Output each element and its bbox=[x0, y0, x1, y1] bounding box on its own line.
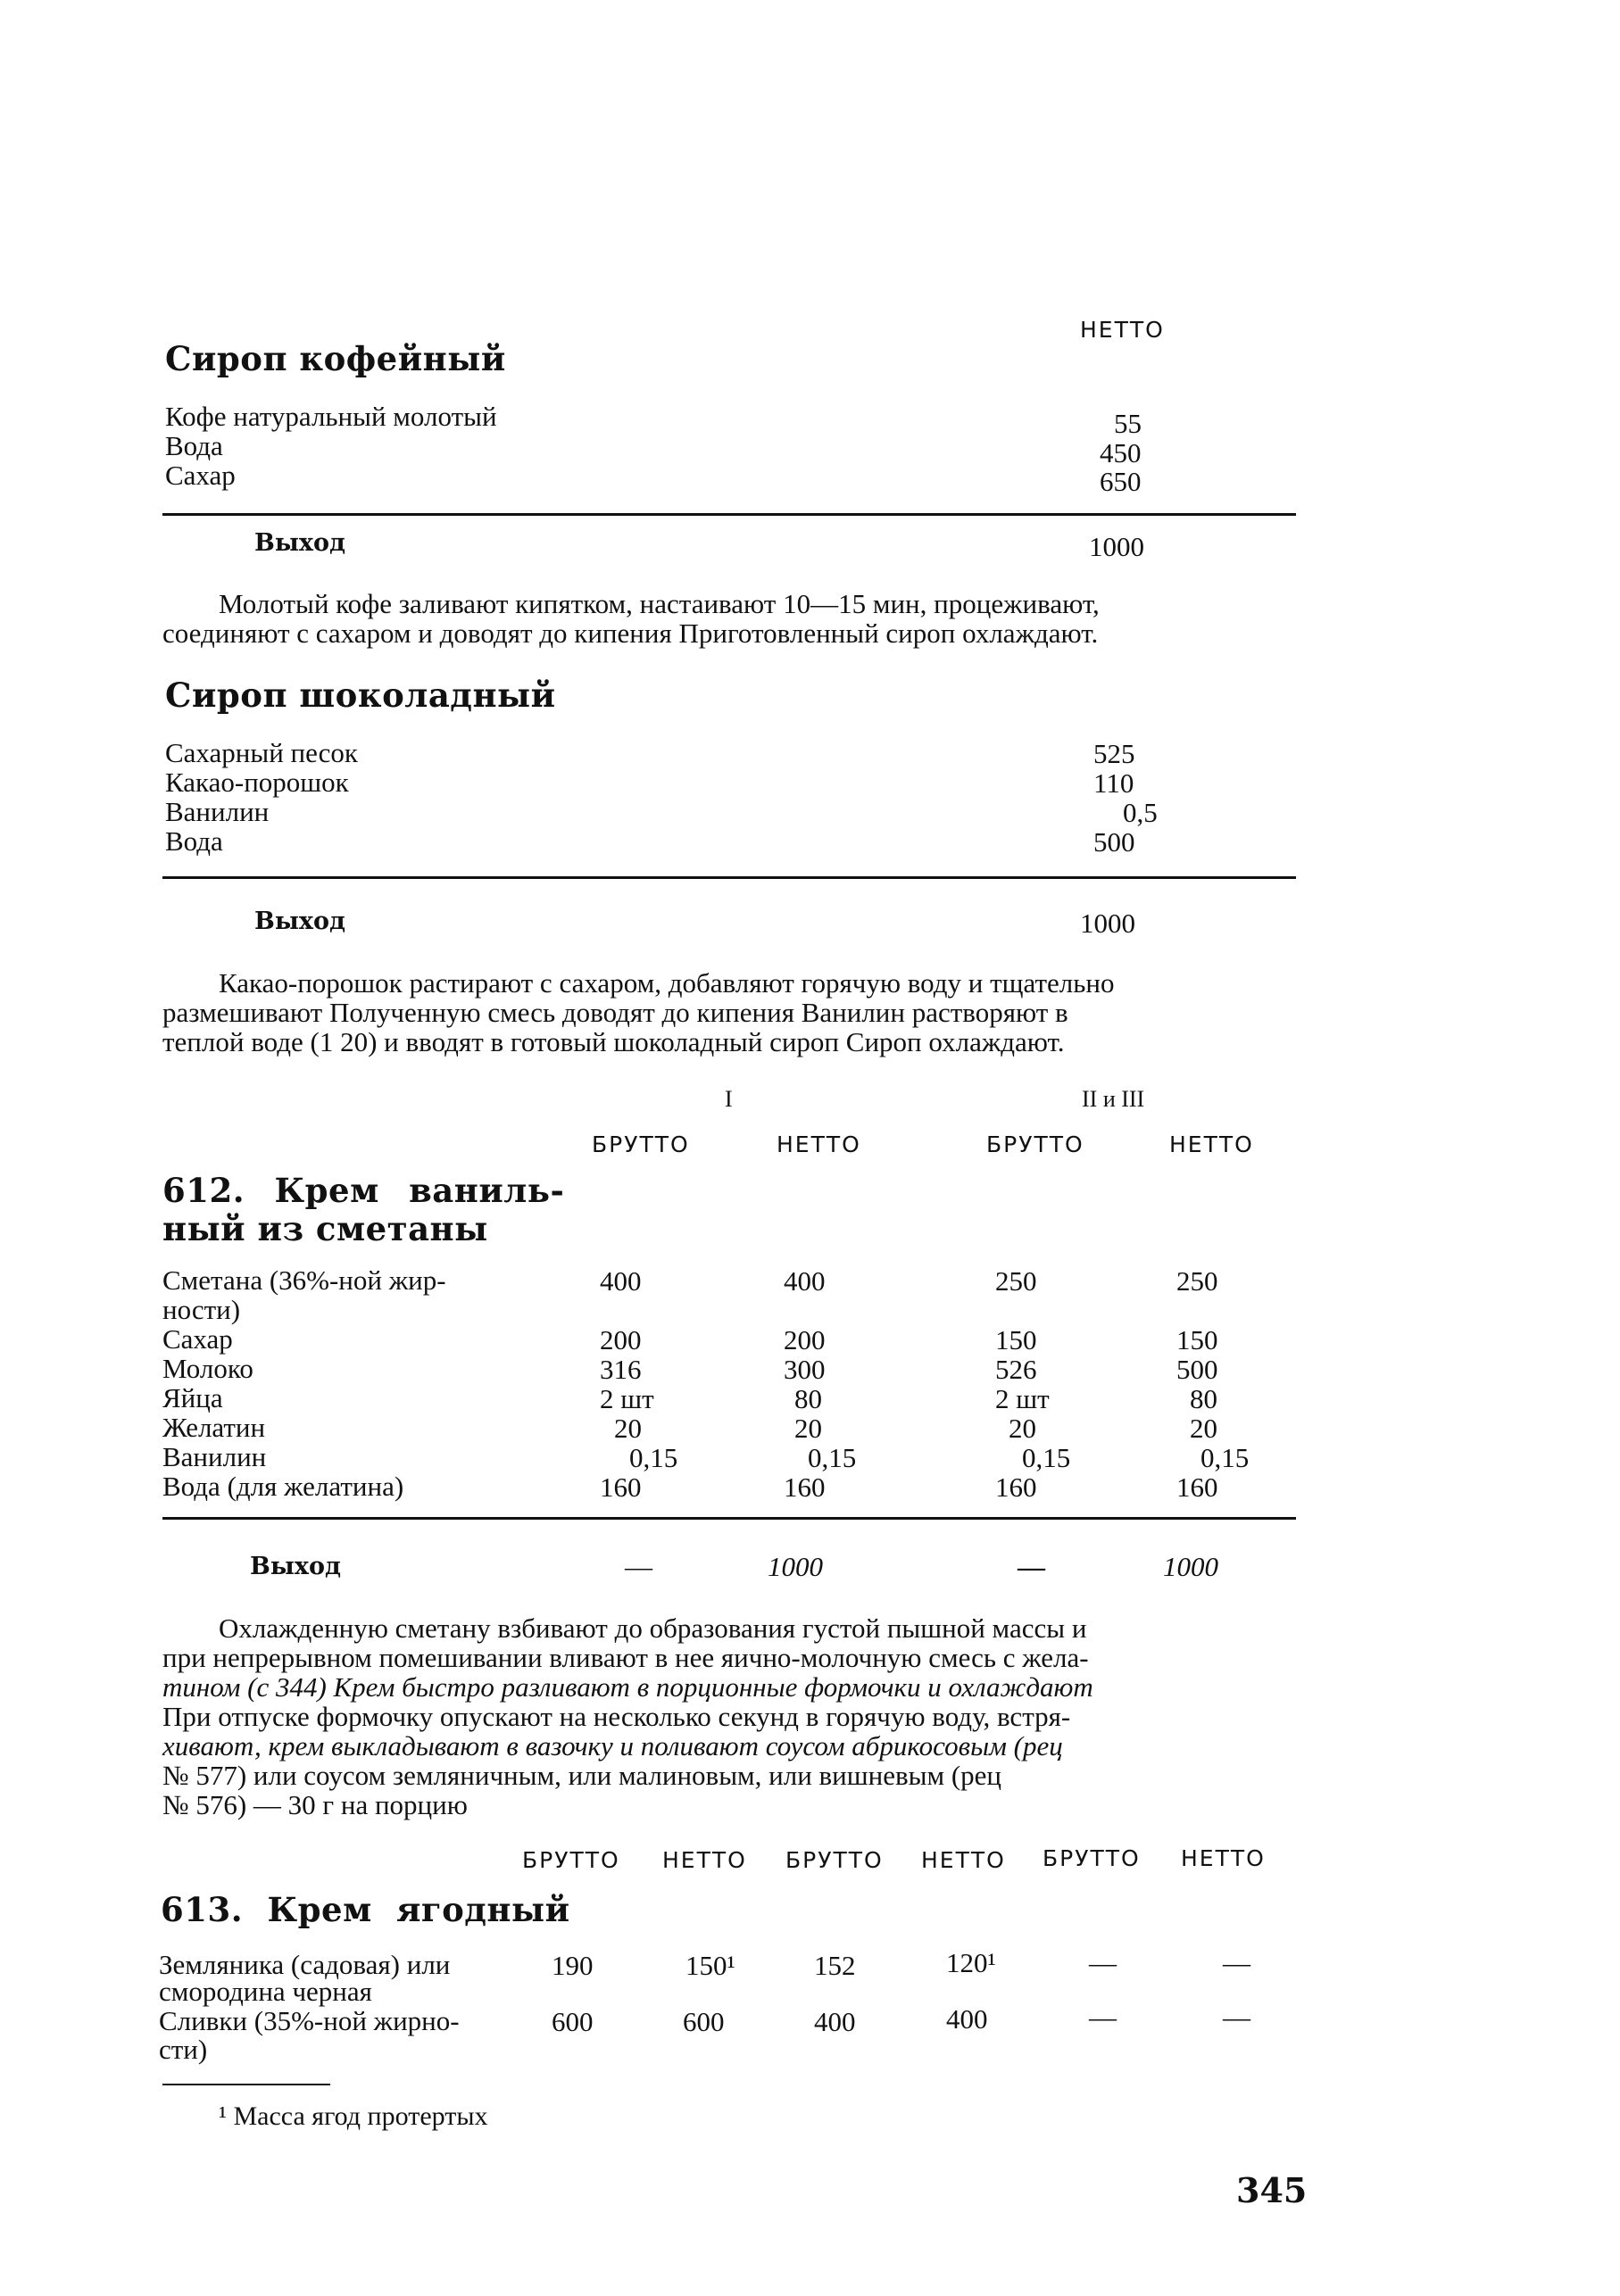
coffee-method-line-2: соединяют с сахаром и доводят до кипения Приготовленный сироп охлаждают. bbox=[162, 618, 1099, 649]
chocolate-ingredient-2: Какао-порошок bbox=[165, 767, 349, 798]
r612-method-line-3: тином (с 344) Крем быстро разливают в порционные формочки и охлаждают bbox=[162, 1671, 1093, 1703]
chocolate-method-line-2: размешивают Полученную смесь доводят до кипения Ванилин растворяют в bbox=[162, 997, 1068, 1028]
r612-row-4-name: Яйца bbox=[162, 1382, 223, 1413]
r613-row-2-v5: — bbox=[1089, 2002, 1117, 2033]
r612-row-3-b1: 316 bbox=[600, 1354, 642, 1385]
coffee-ingredient-1: Кофе натуральный молотый bbox=[165, 401, 497, 432]
r612-yield-b1: — bbox=[625, 1551, 652, 1582]
chocolate-netto-4: 500 bbox=[1093, 826, 1135, 858]
coffee-ingredient-2: Вода bbox=[165, 430, 223, 461]
r612-yield-n2: 1000 bbox=[1163, 1551, 1218, 1582]
chocolate-ingredient-3: Ванилин bbox=[165, 796, 270, 827]
r613-row-2-v6: — bbox=[1223, 2002, 1250, 2033]
r613-row-1-v5: — bbox=[1089, 1947, 1117, 1978]
r612-row-7-name: Вода (для желатина) bbox=[162, 1471, 404, 1502]
r612-row-7-b1: 160 bbox=[600, 1471, 642, 1503]
r613-row-1-v4: 120¹ bbox=[946, 1947, 996, 1978]
r612-yield-label: Выход bbox=[250, 1553, 341, 1580]
chocolate-method-line-1: Какао-порошок растирают с сахаром, добавляют горячую воду и тщательно bbox=[219, 967, 1115, 999]
r612-row-4-n2: 80 bbox=[1190, 1383, 1217, 1414]
r612-row-5-n1: 20 bbox=[794, 1413, 822, 1444]
footnote-rule bbox=[162, 2084, 330, 2085]
r613-row-1-v1: 190 bbox=[552, 1950, 594, 1981]
r613-row-1-v2: 150¹ bbox=[685, 1950, 735, 1981]
r612-method-line-4: При отпуске формочку опускают на несколько секунд в горячую воду, встря- bbox=[162, 1701, 1071, 1732]
r612-row-6-b1: 0,15 bbox=[629, 1442, 678, 1473]
r612-row-4-b1: 2 шт bbox=[600, 1383, 654, 1414]
chocolate-netto-3: 0,5 bbox=[1123, 797, 1158, 828]
r612-row-1-n1: 400 bbox=[784, 1265, 826, 1297]
chocolate-yield-label: Выход bbox=[254, 908, 345, 935]
r612-row-3-n2: 500 bbox=[1176, 1354, 1218, 1385]
r612-row-2-b2: 150 bbox=[995, 1324, 1037, 1355]
r612-row-1-b2: 250 bbox=[995, 1265, 1037, 1297]
r612-row-2-n1: 200 bbox=[784, 1324, 826, 1355]
chocolate-title: Сироп шоколадный bbox=[165, 676, 556, 715]
r612-row-6-b2: 0,15 bbox=[1022, 1442, 1071, 1473]
r612-title-line-2: ный из сметаны bbox=[162, 1209, 488, 1248]
coffee-netto-3: 650 bbox=[1100, 466, 1142, 497]
r612-col-brutto-1: БРУТТО bbox=[592, 1131, 690, 1157]
r613-title: 613. Крем ягодный bbox=[161, 1890, 570, 1929]
r613-col-1: БРУТТО bbox=[522, 1847, 620, 1873]
r613-col-5: БРУТТО bbox=[1043, 1845, 1141, 1871]
r612-row-6-n2: 0,15 bbox=[1200, 1442, 1250, 1473]
r613-row-1-v6: — bbox=[1223, 1947, 1250, 1978]
coffee-ingredient-3: Сахар bbox=[165, 460, 236, 491]
r613-row-2-v3: 400 bbox=[814, 2006, 856, 2037]
r612-row-7-n1: 160 bbox=[784, 1471, 826, 1503]
r612-row-7-n2: 160 bbox=[1176, 1471, 1218, 1503]
coffee-netto-1: 55 bbox=[1114, 408, 1142, 439]
r612-row-4-b2: 2 шт bbox=[995, 1383, 1050, 1414]
r613-row-1-v3: 152 bbox=[814, 1950, 856, 1981]
coffee-divider bbox=[162, 513, 1296, 516]
r612-yield-n1: 1000 bbox=[768, 1551, 823, 1582]
r613-row-2-name: Сливки (35%-ной жирно- bbox=[159, 2005, 460, 2036]
r612-row-3-n1: 300 bbox=[784, 1354, 826, 1385]
r612-group-2: II и III bbox=[1082, 1086, 1145, 1112]
r612-row-5-b2: 20 bbox=[1009, 1413, 1036, 1444]
r613-col-4: НЕТТО bbox=[921, 1847, 1006, 1873]
coffee-yield-label: Выход bbox=[254, 529, 345, 557]
r612-row-2-b1: 200 bbox=[600, 1324, 642, 1355]
r613-col-3: БРУТТО bbox=[785, 1847, 884, 1873]
r612-row-2-name: Сахар bbox=[162, 1323, 233, 1355]
chocolate-netto-1: 525 bbox=[1093, 738, 1135, 769]
r612-row-3-b2: 526 bbox=[995, 1354, 1037, 1385]
r612-row-1-b1: 400 bbox=[600, 1265, 642, 1297]
r612-method-line-5: хивают, крем выкладывают в вазочку и поливают соусом абрикосовым (рец bbox=[162, 1730, 1063, 1761]
r613-row-1-name: Земляника (садовая) или bbox=[159, 1949, 451, 1980]
r612-col-netto-2: НЕТТО bbox=[1169, 1131, 1254, 1157]
r613-row-1-name-cont: смородина черная bbox=[159, 1976, 372, 2007]
r612-divider bbox=[162, 1517, 1296, 1520]
chocolate-ingredient-4: Вода bbox=[165, 825, 223, 857]
chocolate-divider bbox=[162, 876, 1296, 879]
r613-col-6: НЕТТО bbox=[1181, 1845, 1266, 1871]
r612-method-line-6: № 577) или соусом земляничным, или малиновым, или вишневым (рец bbox=[162, 1760, 1001, 1791]
r612-group-1: I bbox=[725, 1086, 733, 1112]
r613-row-2-v4: 400 bbox=[946, 2003, 988, 2035]
chocolate-yield-value: 1000 bbox=[1080, 908, 1135, 939]
r612-row-7-b2: 160 bbox=[995, 1471, 1037, 1503]
r613-row-2-v2: 600 bbox=[683, 2006, 725, 2037]
footnote: ¹ Масса ягод протертых bbox=[219, 2101, 488, 2131]
r612-row-1-n2: 250 bbox=[1176, 1265, 1218, 1297]
coffee-method-line-1: Молотый кофе заливают кипятком, настаивают 10—15 мин, процеживают, bbox=[219, 588, 1100, 619]
r612-row-5-b1: 20 bbox=[614, 1413, 642, 1444]
r612-row-1-name-cont: ности) bbox=[162, 1294, 241, 1325]
coffee-netto-header: НЕТТО bbox=[1080, 317, 1165, 343]
r612-method-line-7: № 576) — 30 г на порцию bbox=[162, 1789, 468, 1820]
r612-row-6-n1: 0,15 bbox=[808, 1442, 857, 1473]
coffee-yield-value: 1000 bbox=[1089, 531, 1144, 562]
r612-row-1-name: Сметана (36%-ной жир- bbox=[162, 1264, 446, 1296]
page-number: 345 bbox=[1236, 2170, 1308, 2210]
coffee-netto-2: 450 bbox=[1100, 437, 1142, 468]
coffee-title: Сироп кофейный bbox=[165, 339, 506, 378]
r612-col-brutto-2: БРУТТО bbox=[986, 1131, 1084, 1157]
r612-row-5-n2: 20 bbox=[1190, 1413, 1217, 1444]
r612-row-5-name: Желатин bbox=[162, 1412, 266, 1443]
r612-row-2-n2: 150 bbox=[1176, 1324, 1218, 1355]
r612-row-3-name: Молоко bbox=[162, 1353, 253, 1384]
r612-method-line-2: при непрерывном помешивании вливают в нее яично-молочную смесь с жела- bbox=[162, 1642, 1089, 1673]
r612-title-line-1: 612. Крем ваниль- bbox=[162, 1171, 565, 1210]
r612-yield-b2: — bbox=[1018, 1551, 1045, 1582]
chocolate-ingredient-1: Сахарный песок bbox=[165, 737, 358, 768]
chocolate-method-line-3: теплой воде (1 20) и вводят в готовый шоколадный сироп Сироп охлаждают. bbox=[162, 1026, 1065, 1057]
r613-row-2-v1: 600 bbox=[552, 2006, 594, 2037]
r613-row-2-name-cont: сти) bbox=[159, 2034, 208, 2065]
r612-method-line-1: Охлажденную сметану взбивают до образования густой пышной массы и bbox=[219, 1612, 1087, 1644]
r612-row-4-n1: 80 bbox=[794, 1383, 822, 1414]
r612-col-netto-1: НЕТТО bbox=[777, 1131, 861, 1157]
chocolate-netto-2: 110 bbox=[1093, 767, 1134, 799]
r613-col-2: НЕТТО bbox=[662, 1847, 747, 1873]
r612-row-6-name: Ванилин bbox=[162, 1441, 267, 1472]
